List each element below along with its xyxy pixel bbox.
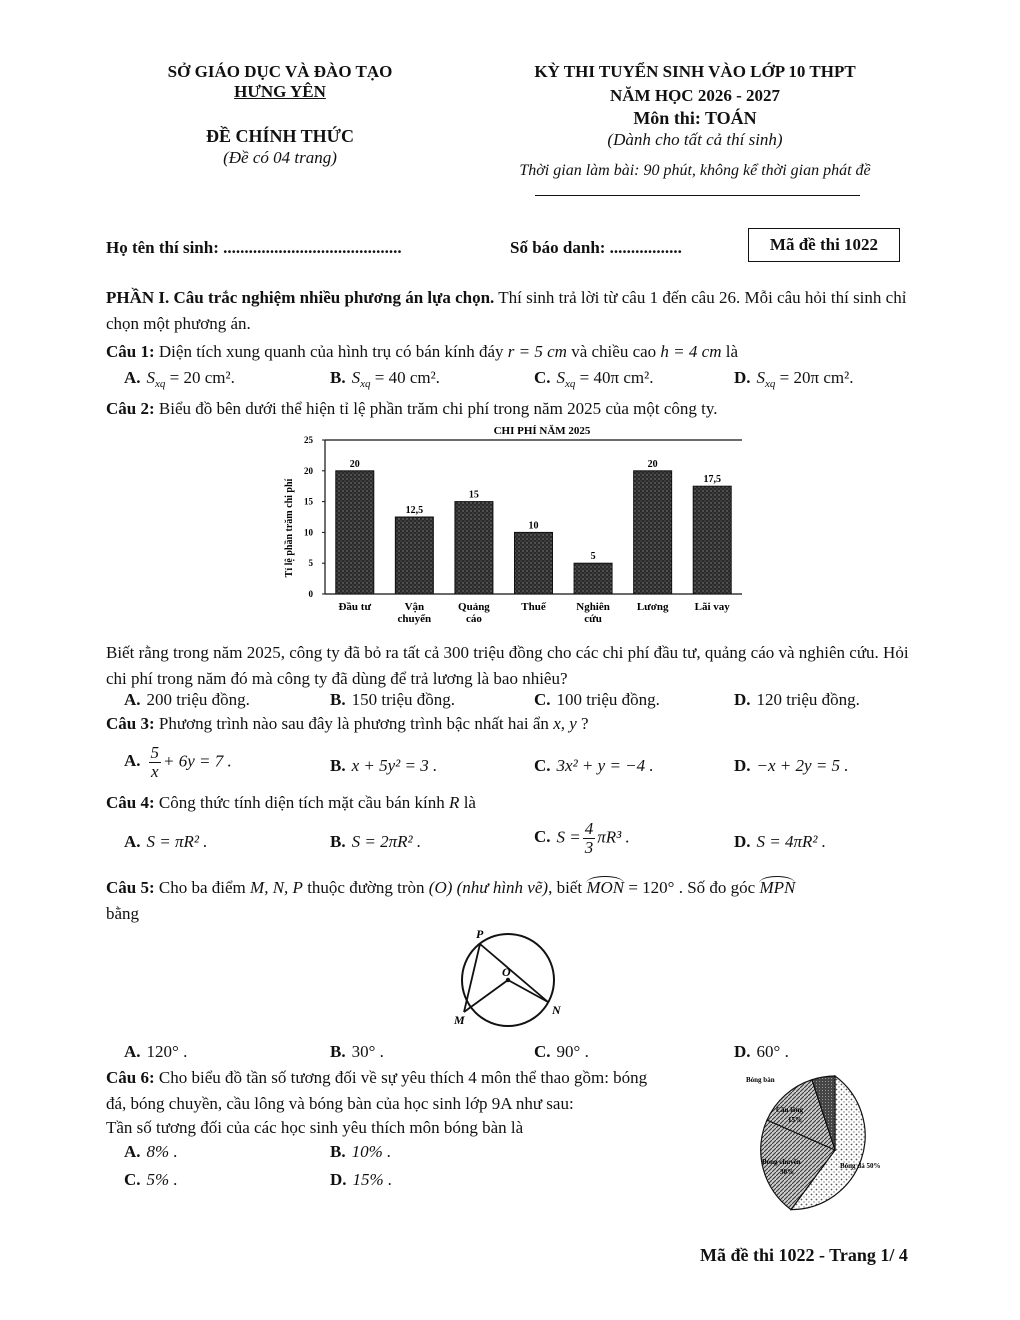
bar <box>574 563 612 594</box>
q4-text: Công thức tính diện tích mặt cầu bán kính <box>154 793 450 812</box>
q3-option-b[interactable]: B. x + 5y² = 3 . <box>330 756 438 775</box>
y-tick-label: 0 <box>308 589 313 599</box>
bar <box>455 502 493 594</box>
sports-pie-chart <box>740 1068 920 1228</box>
pie-label-badminton: Cầu lông <box>776 1106 804 1114</box>
bar-value-label: 20 <box>349 458 360 470</box>
q5-option-d[interactable]: D. 60° . <box>734 1042 789 1061</box>
q6-option-c[interactable]: C. 5% . <box>124 1170 178 1189</box>
q5-label: Câu 5: <box>106 878 155 897</box>
subject: Môn thi: TOÁN <box>633 108 757 128</box>
q2-label: Câu 2: <box>106 399 155 418</box>
q4-r: R <box>449 793 460 812</box>
bar-value-label: 5 <box>590 551 596 563</box>
bar-value-label: 12,5 <box>405 505 424 516</box>
x-tick-label: cứu <box>584 613 602 625</box>
q2-option-b[interactable]: B. 150 triệu đồng. <box>330 690 455 709</box>
x-tick-label: Lương <box>636 601 669 613</box>
audience: (Dành cho tất cả thí sinh) <box>607 130 783 149</box>
q5-option-b[interactable]: B. 30° . <box>330 1042 384 1061</box>
q2-body: Biết rằng trong năm 2025, công ty đã bỏ ra tất cả 300 triệu đồng cho các chi phí đầu tư, quảng cáo và nghiên cứu. Hỏi chi phí trong năm đó mà công ty đã dùng để trả lương là bao nhiêu? <box>106 643 909 688</box>
q5-val: = 120° . Số đo góc <box>624 878 760 897</box>
q6-label: Câu 6: <box>106 1068 155 1087</box>
bar-value-label: 15 <box>468 489 479 501</box>
x-tick-label: cáo <box>465 613 482 625</box>
q1-label: Câu 1: <box>106 342 155 361</box>
header-rule <box>535 195 860 196</box>
x-tick-label: chuyển <box>397 613 432 625</box>
q5-mid2: , biết <box>548 878 587 897</box>
q6-option-d[interactable]: D. 15% . <box>330 1170 393 1189</box>
q1-mid: và chiều cao <box>566 342 661 361</box>
q5-mid: thuộc đường tròn <box>302 878 429 897</box>
y-tick-label: 15 <box>304 496 313 507</box>
q1-option-b[interactable]: B. $S_{xq} = 40$ cm². <box>330 368 440 390</box>
label-n: N <box>552 1003 561 1017</box>
pie-label-badminton-pct: 15% <box>788 1116 802 1124</box>
q1-end: là <box>721 342 738 361</box>
label-p: P <box>476 927 484 941</box>
y-tick-label: 25 <box>304 435 313 445</box>
q3-stem <box>106 714 589 734</box>
q3-vars: x, y <box>553 714 577 733</box>
candidate-number-field: Số báo danh: ................. <box>510 238 682 257</box>
q1-option-c[interactable]: C. $S_{xq} = 40\pi$ cm². <box>534 368 654 390</box>
dept-name: SỞ GIÁO DỤC VÀ ĐÀO TẠO <box>167 62 393 81</box>
x-tick-label: Vận <box>404 601 425 613</box>
bar <box>336 471 374 594</box>
bar-value-label: 17,5 <box>703 474 721 486</box>
pie-label-soccer: Bóng đá 50% <box>840 1162 881 1170</box>
q4-stem <box>106 793 476 813</box>
q5-option-a[interactable]: A. 120° . <box>124 1042 188 1061</box>
q4-option-d[interactable]: D. S = 4πR² . <box>734 832 827 851</box>
q1-text: Diện tích xung quanh của hình trụ có bán kính đáy <box>154 342 508 361</box>
pie-label-volleyball-pct: 30% <box>780 1168 794 1176</box>
q5-end: bằng <box>106 904 140 923</box>
q5-option-c[interactable]: C. 90° . <box>534 1042 589 1061</box>
q6-option-b[interactable]: B. 10% . <box>330 1142 392 1161</box>
q3-option-a[interactable]: A. $\frac{5}{x}$ + 6y = 7 . <box>124 743 232 781</box>
pie-label-volleyball: Bóng chuyền <box>762 1158 801 1166</box>
q5-arc-mpn: MPN <box>759 878 796 897</box>
q5-points: M, N, P <box>250 878 303 897</box>
q2-text: Biểu đồ bên dưới thể hiện tỉ lệ phần trăm chi phí trong năm 2025 của một công ty. <box>154 399 718 418</box>
x-tick-label: Thuế <box>521 601 546 613</box>
y-tick-label: 20 <box>304 465 313 476</box>
y-tick-label: 10 <box>304 527 313 538</box>
exam-time: Thời gian làm bài: 90 phút, không kể thời gian phát đề <box>519 162 871 179</box>
bar <box>693 486 731 594</box>
q6-line3: Tần số tương đối của các học sinh yêu thích môn bóng bàn là <box>106 1118 524 1137</box>
official-label: ĐỀ CHÍNH THỨC <box>205 126 355 146</box>
q5-stem <box>106 876 795 898</box>
q5-text: Cho ba điểm <box>154 878 251 897</box>
pie-label-pingpong: Bóng bàn <box>746 1076 775 1084</box>
q4-option-c[interactable]: C. S = $\frac{4}{3}$ πR³ . <box>534 819 630 857</box>
q3-label: Câu 3: <box>106 714 155 733</box>
q3-end: ? <box>576 714 589 733</box>
q1-option-d[interactable]: D. $S_{xq} = 20\pi$ cm². <box>734 368 854 390</box>
q4-option-a[interactable]: A. S = πR² . <box>124 832 208 851</box>
q1-option-a[interactable]: A. $S_{xq} = 20$ cm². <box>124 368 235 390</box>
circle-figure <box>440 920 580 1032</box>
q1-stem <box>106 342 738 362</box>
part1-heading <box>106 285 916 337</box>
q5-circle: (O) (như hình vẽ) <box>428 878 549 897</box>
bar <box>395 517 433 594</box>
q6-line2: đá, bóng chuyền, cầu lông và bóng bàn của học sinh lớp 9A như sau: <box>106 1094 574 1113</box>
y-tick-label: 5 <box>308 558 313 569</box>
q1-r: r = 5 cm <box>507 342 567 361</box>
q6-option-a[interactable]: A. 8% . <box>124 1142 178 1161</box>
bar-value-label: 20 <box>647 458 658 470</box>
label-o: O <box>502 965 511 979</box>
segment-on <box>508 980 548 1002</box>
label-m: M <box>454 1013 465 1027</box>
part1-desc: Thí sinh trả lời từ câu 1 đến câu 26. Mỗi câu hỏi thí sinh chỉ chọn một phương án. <box>106 288 907 333</box>
q2-option-d[interactable]: D. 120 triệu đồng. <box>734 690 860 709</box>
bar-value-label: 10 <box>528 520 539 532</box>
exam-code-box: Mã đề thi 1022 <box>748 228 900 262</box>
candidate-name-field: Họ tên thí sinh: .......................................... <box>106 238 402 257</box>
q3-option-d[interactable]: D. −x + 2y = 5 . <box>734 756 849 775</box>
part1-title: PHẦN I. Câu trắc nghiệm nhiều phương án lựa chọn. <box>106 288 495 307</box>
province-name: HƯNG YÊN <box>234 82 326 101</box>
pages-note: (Đề có 04 trang) <box>223 148 337 167</box>
q2-option-a[interactable]: A. 200 triệu đồng. <box>124 690 250 709</box>
q2-option-c[interactable]: C. 100 triệu đồng. <box>534 690 660 709</box>
cost-bar-chart <box>270 418 750 640</box>
q6-line1: Câu 6: Cho biểu đồ tần số tương đối về sự yêu thích 4 môn thể thao gồm: bóng <box>106 1068 648 1087</box>
q3-text: Phương trình nào sau đây là phương trình bậc nhất hai ẩn <box>154 714 554 733</box>
school-year: NĂM HỌC 2026 - 2027 <box>610 86 780 105</box>
q4-option-b[interactable]: B. S = 2πR² . <box>330 832 422 851</box>
x-tick-label: Lãi vay <box>694 601 730 613</box>
q5-arc-mon: MON <box>586 878 625 897</box>
chart-ylabel: Tỉ lệ phần trăm chi phí <box>284 478 295 578</box>
chart-title: CHI PHÍ NĂM 2025 <box>493 425 591 437</box>
page-footer: Mã đề thi 1022 - Trang 1/ 4 <box>700 1245 908 1265</box>
q4-label: Câu 4: <box>106 793 155 812</box>
exam-title: KỲ THI TUYỂN SINH VÀO LỚP 10 THPT <box>534 62 856 81</box>
q2-stem <box>106 399 718 419</box>
q1-h: h = 4 cm <box>660 342 722 361</box>
x-tick-label: Nghiên <box>576 601 610 613</box>
x-tick-label: Đầu tư <box>338 601 372 613</box>
q3-option-c[interactable]: C. 3x² + y = −4 . <box>534 756 654 775</box>
x-tick-label: Quảng <box>458 601 490 613</box>
bar <box>634 471 672 594</box>
q4-end: là <box>459 793 476 812</box>
bar <box>515 532 553 594</box>
